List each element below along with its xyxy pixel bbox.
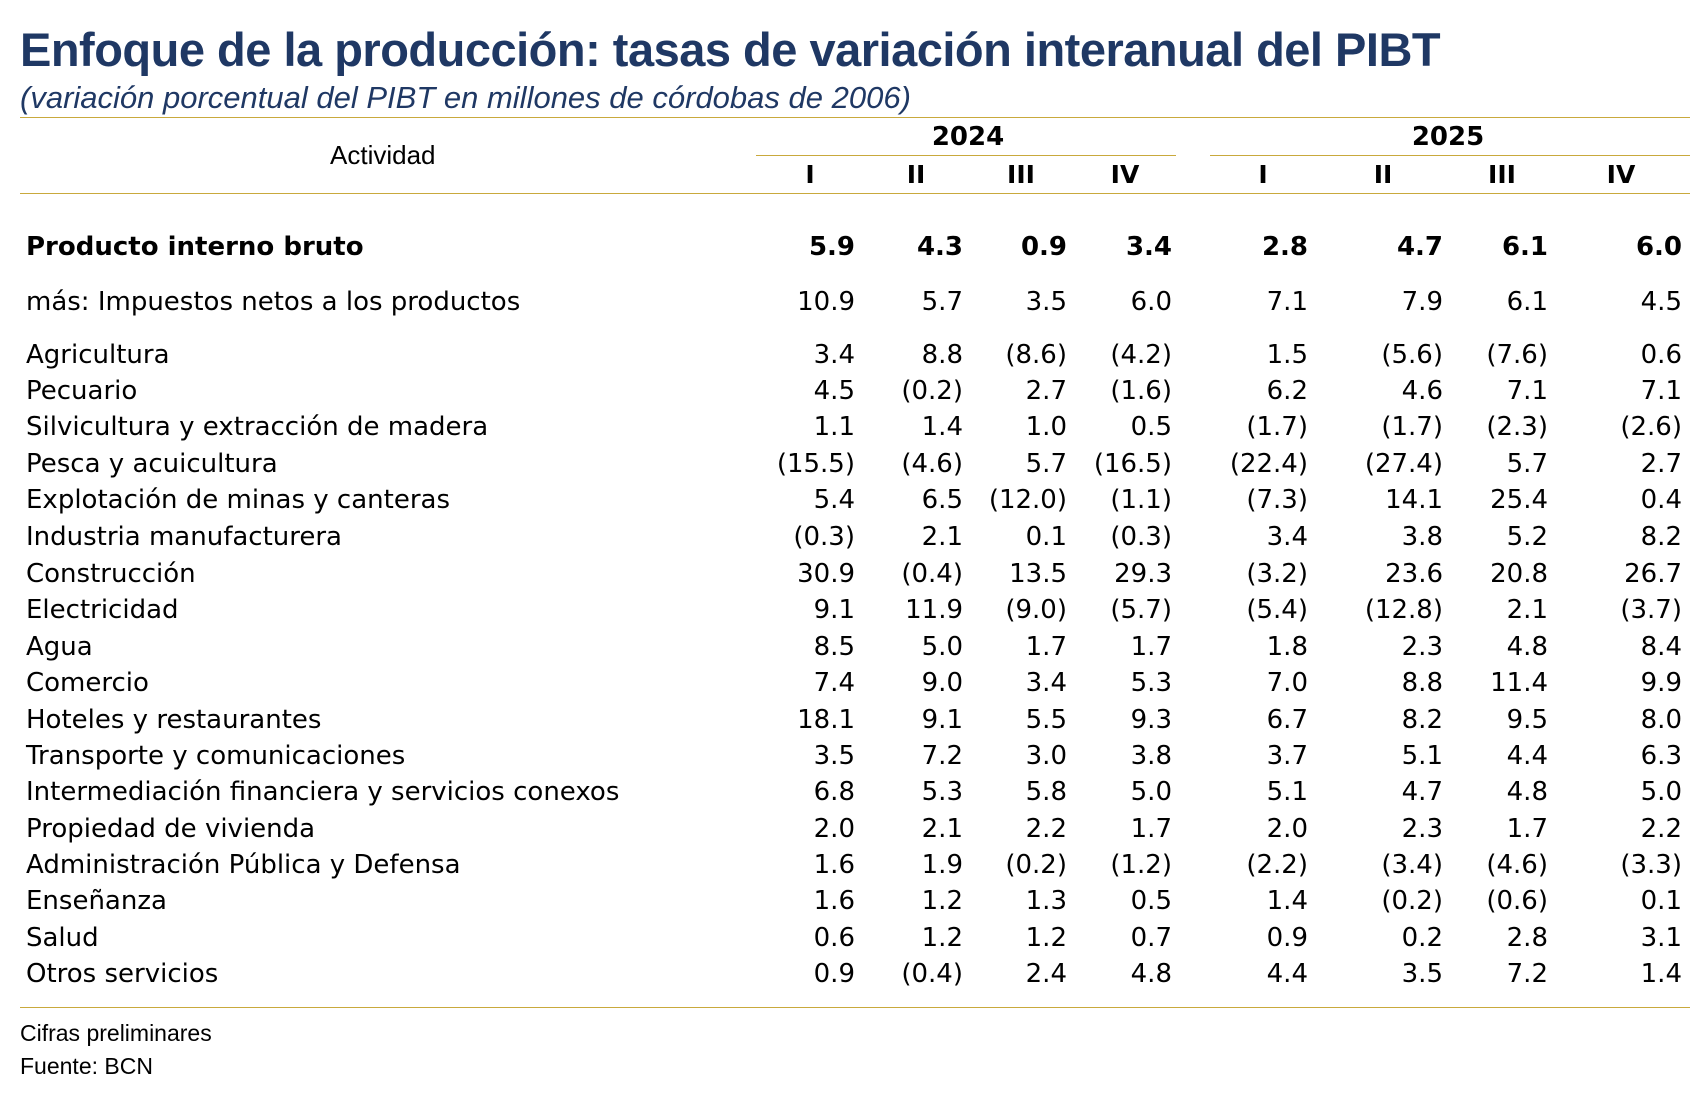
cell-value: 3.5 — [813, 741, 855, 771]
row-label: Pecuario — [26, 376, 138, 406]
cell-value: 1.6 — [813, 850, 855, 880]
header-quarter-2025-iv: IV — [1606, 160, 1636, 189]
cell-value: 29.3 — [1114, 559, 1172, 589]
table-row — [0, 559, 1704, 593]
cell-value: (0.6) — [1486, 886, 1548, 916]
cell-value: 3.5 — [1401, 959, 1443, 989]
cell-value: 2.7 — [1640, 449, 1682, 479]
row-label: Pesca y acuicultura — [26, 449, 278, 479]
row-label: Otros servicios — [26, 959, 219, 989]
cell-value: (3.2) — [1246, 559, 1308, 589]
cell-value: 6.7 — [1266, 705, 1308, 735]
table-row — [0, 287, 1704, 321]
cell-value: 0.6 — [1640, 340, 1682, 370]
cell-value: 5.7 — [1506, 449, 1548, 479]
cell-value: 4.8 — [1130, 959, 1172, 989]
cell-value: 9.1 — [921, 705, 963, 735]
cell-value: 0.9 — [813, 959, 855, 989]
cell-value: 14.1 — [1385, 485, 1443, 515]
cell-value: 0.1 — [1640, 886, 1682, 916]
cell-value: 2.2 — [1640, 814, 1682, 844]
row-label: Hoteles y restaurantes — [26, 705, 322, 735]
table-row — [0, 886, 1704, 920]
row-label: Intermediación financiera y servicios conexos — [26, 777, 620, 807]
cell-value: 0.9 — [1020, 232, 1067, 262]
cell-value: 9.3 — [1130, 705, 1172, 735]
cell-value: 1.3 — [1025, 886, 1067, 916]
cell-value: (0.4) — [901, 959, 963, 989]
cell-value: 5.5 — [1025, 705, 1067, 735]
page-title: Enfoque de la producción: tasas de variación interanual del PIBT — [20, 23, 1441, 76]
row-label: Salud — [26, 923, 99, 953]
cell-value: 1.7 — [1506, 814, 1548, 844]
cell-value: (2.3) — [1486, 412, 1548, 442]
cell-value: 2.4 — [1025, 959, 1067, 989]
cell-value: 7.1 — [1640, 376, 1682, 406]
cell-value: 2.3 — [1401, 632, 1443, 662]
cell-value: 1.8 — [1266, 632, 1308, 662]
table-row — [0, 777, 1704, 811]
cell-value: (1.7) — [1246, 412, 1308, 442]
cell-value: 6.3 — [1640, 741, 1682, 771]
cell-value: (3.3) — [1620, 850, 1682, 880]
header-year-2024: 2024 — [931, 122, 1005, 152]
cell-value: 1.7 — [1025, 632, 1067, 662]
cell-value: (27.4) — [1364, 449, 1443, 479]
table-row — [0, 741, 1704, 775]
cell-value: (0.3) — [793, 522, 855, 552]
cell-value: 1.2 — [1025, 923, 1067, 953]
cell-value: 8.2 — [1401, 705, 1443, 735]
cell-value: (1.7) — [1381, 412, 1443, 442]
header-actividad: Actividad — [330, 140, 436, 170]
cell-value: 6.1 — [1506, 287, 1548, 317]
cell-value: 9.5 — [1506, 705, 1548, 735]
cell-value: 1.7 — [1130, 814, 1172, 844]
table-row — [0, 449, 1704, 483]
cell-value: 4.4 — [1266, 959, 1308, 989]
cell-value: (7.6) — [1486, 340, 1548, 370]
table-row — [0, 522, 1704, 556]
cell-value: 8.8 — [1401, 668, 1443, 698]
cell-value: (3.4) — [1381, 850, 1443, 880]
cell-value: 4.8 — [1506, 632, 1548, 662]
header-bottom-rule — [20, 193, 1690, 194]
row-label: Agua — [26, 632, 93, 662]
cell-value: 6.0 — [1130, 287, 1172, 317]
cell-value: 1.4 — [1640, 959, 1682, 989]
cell-value: (15.5) — [776, 449, 855, 479]
cell-value: 6.8 — [813, 777, 855, 807]
cell-value: 7.1 — [1266, 287, 1308, 317]
cell-value: 3.4 — [813, 340, 855, 370]
note-preliminary: Cifras preliminares — [20, 1020, 212, 1046]
cell-value: 2.1 — [921, 522, 963, 552]
cell-value: 7.9 — [1401, 287, 1443, 317]
cell-value: 7.2 — [1506, 959, 1548, 989]
table-row — [0, 340, 1704, 374]
top-rule — [20, 117, 1690, 118]
row-label: Producto interno bruto — [26, 232, 364, 262]
cell-value: 1.4 — [921, 412, 963, 442]
cell-value: 7.0 — [1266, 668, 1308, 698]
cell-value: (12.8) — [1364, 595, 1443, 625]
cell-value: 6.2 — [1266, 376, 1308, 406]
row-label: más: Impuestos netos a los productos — [26, 287, 521, 317]
cell-value: 6.1 — [1501, 232, 1548, 262]
row-label: Industria manufacturera — [26, 522, 342, 552]
cell-value: 7.4 — [813, 668, 855, 698]
cell-value: 10.9 — [797, 287, 855, 317]
cell-value: 11.4 — [1490, 668, 1548, 698]
cell-value: 5.7 — [921, 287, 963, 317]
cell-value: 4.7 — [1401, 777, 1443, 807]
table-row — [0, 668, 1704, 702]
cell-value: 7.1 — [1506, 376, 1548, 406]
cell-value: 4.7 — [1396, 232, 1443, 262]
header-quarter-2025-i: I — [1258, 160, 1268, 189]
cell-value: 3.0 — [1025, 741, 1067, 771]
cell-value: 1.5 — [1266, 340, 1308, 370]
header-quarter-2025-ii: II — [1373, 160, 1393, 189]
row-label: Agricultura — [26, 340, 170, 370]
cell-value: 5.3 — [921, 777, 963, 807]
cell-value: 5.0 — [1640, 777, 1682, 807]
cell-value: (5.4) — [1246, 595, 1308, 625]
row-label: Electricidad — [26, 595, 179, 625]
cell-value: 5.0 — [921, 632, 963, 662]
cell-value: 0.9 — [1266, 923, 1308, 953]
cell-value: 1.2 — [921, 923, 963, 953]
cell-value: 1.2 — [921, 886, 963, 916]
cell-value: 5.7 — [1025, 449, 1067, 479]
cell-value: 13.5 — [1009, 559, 1067, 589]
note-source: Fuente: BCN — [20, 1053, 153, 1079]
cell-value: (1.1) — [1110, 485, 1172, 515]
cell-value: 1.6 — [813, 886, 855, 916]
cell-value: 0.5 — [1130, 412, 1172, 442]
table-row — [0, 376, 1704, 410]
cell-value: 4.5 — [1640, 287, 1682, 317]
cell-value: 25.4 — [1490, 485, 1548, 515]
table-row — [0, 485, 1704, 519]
cell-value: (0.4) — [901, 559, 963, 589]
cell-value: 1.4 — [1266, 886, 1308, 916]
cell-value: 8.8 — [921, 340, 963, 370]
header-quarter-2024-iii: III — [1007, 160, 1035, 189]
cell-value: (8.6) — [1005, 340, 1067, 370]
row-label: Enseñanza — [26, 886, 167, 916]
cell-value: (22.4) — [1229, 449, 1308, 479]
cell-value: (16.5) — [1093, 449, 1172, 479]
cell-value: 0.4 — [1640, 485, 1682, 515]
header-quarter-2024-ii: II — [906, 160, 926, 189]
cell-value: 6.5 — [921, 485, 963, 515]
cell-value: 2.8 — [1506, 923, 1548, 953]
cell-value: 1.7 — [1130, 632, 1172, 662]
cell-value: 0.2 — [1401, 923, 1443, 953]
cell-value: (0.3) — [1110, 522, 1172, 552]
cell-value: 8.5 — [813, 632, 855, 662]
cell-value: 1.0 — [1025, 412, 1067, 442]
cell-value: 3.7 — [1266, 741, 1308, 771]
year-2024-rule — [756, 155, 1176, 156]
cell-value: 2.8 — [1261, 232, 1308, 262]
cell-value: (7.3) — [1246, 485, 1308, 515]
row-label: Explotación de minas y canteras — [26, 485, 450, 515]
cell-value: (12.0) — [988, 485, 1067, 515]
cell-value: 5.8 — [1025, 777, 1067, 807]
cell-value: 26.7 — [1624, 559, 1682, 589]
cell-value: (5.6) — [1381, 340, 1443, 370]
cell-value: 8.4 — [1640, 632, 1682, 662]
cell-value: 11.9 — [905, 595, 963, 625]
cell-value: 3.4 — [1025, 668, 1067, 698]
header-quarter-2025-iii: III — [1488, 160, 1516, 189]
table-row — [0, 705, 1704, 739]
cell-value: 1.1 — [813, 412, 855, 442]
row-label: Construcción — [26, 559, 196, 589]
cell-value: 0.1 — [1025, 522, 1067, 552]
cell-value: (1.6) — [1110, 376, 1172, 406]
cell-value: (5.7) — [1110, 595, 1172, 625]
cell-value: 8.0 — [1640, 705, 1682, 735]
cell-value: (3.7) — [1620, 595, 1682, 625]
cell-value: 2.7 — [1025, 376, 1067, 406]
cell-value: 4.3 — [916, 232, 963, 262]
table-row — [0, 412, 1704, 446]
cell-value: 2.1 — [1506, 595, 1548, 625]
row-label: Propiedad de vivienda — [26, 814, 316, 844]
table-row — [0, 850, 1704, 884]
table-row — [0, 595, 1704, 629]
cell-value: 4.8 — [1506, 777, 1548, 807]
cell-value: 23.6 — [1385, 559, 1443, 589]
cell-value: (4.2) — [1110, 340, 1172, 370]
row-label: Administración Pública y Defensa — [26, 850, 461, 880]
cell-value: (1.2) — [1110, 850, 1172, 880]
row-label: Silvicultura y extracción de madera — [26, 412, 489, 442]
cell-value: 0.7 — [1130, 923, 1172, 953]
cell-value: 20.8 — [1490, 559, 1548, 589]
cell-value: 7.2 — [921, 741, 963, 771]
header-quarter-2024-iv: IV — [1110, 160, 1140, 189]
cell-value: (0.2) — [1381, 886, 1443, 916]
cell-value: (2.2) — [1246, 850, 1308, 880]
row-label: Comercio — [26, 668, 149, 698]
cell-value: 5.1 — [1266, 777, 1308, 807]
cell-value: 1.9 — [921, 850, 963, 880]
cell-value: 2.0 — [813, 814, 855, 844]
cell-value: 4.6 — [1401, 376, 1443, 406]
cell-value: 30.9 — [797, 559, 855, 589]
table-row — [0, 959, 1704, 993]
cell-value: 2.3 — [1401, 814, 1443, 844]
cell-value: 3.1 — [1640, 923, 1682, 953]
row-label: Transporte y comunicaciones — [26, 741, 406, 771]
cell-value: 0.5 — [1130, 886, 1172, 916]
cell-value: 3.5 — [1025, 287, 1067, 317]
table-row — [0, 632, 1704, 666]
table-row — [0, 923, 1704, 957]
cell-value: (2.6) — [1620, 412, 1682, 442]
cell-value: 6.0 — [1635, 232, 1682, 262]
cell-value: 2.1 — [921, 814, 963, 844]
cell-value: 4.4 — [1506, 741, 1548, 771]
header-year-2025: 2025 — [1411, 122, 1485, 152]
cell-value: 5.3 — [1130, 668, 1172, 698]
cell-value: (9.0) — [1005, 595, 1067, 625]
cell-value: 3.8 — [1401, 522, 1443, 552]
cell-value: 18.1 — [797, 705, 855, 735]
cell-value: 5.2 — [1506, 522, 1548, 552]
table-bottom-rule — [20, 1007, 1690, 1008]
year-2025-rule — [1210, 155, 1690, 156]
header-quarter-2024-i: I — [805, 160, 815, 189]
cell-value: 3.4 — [1266, 522, 1308, 552]
table-row — [0, 232, 1704, 266]
cell-value: (4.6) — [1486, 850, 1548, 880]
cell-value: 9.0 — [921, 668, 963, 698]
cell-value: 0.6 — [813, 923, 855, 953]
cell-value: 9.1 — [813, 595, 855, 625]
page-subtitle: (variación porcentual del PIBT en millones de córdobas de 2006) — [20, 80, 911, 115]
cell-value: (0.2) — [1005, 850, 1067, 880]
cell-value: 3.4 — [1125, 232, 1172, 262]
cell-value: 4.5 — [813, 376, 855, 406]
cell-value: (4.6) — [901, 449, 963, 479]
cell-value: 5.9 — [808, 232, 855, 262]
cell-value: 9.9 — [1640, 668, 1682, 698]
cell-value: 8.2 — [1640, 522, 1682, 552]
cell-value: 2.2 — [1025, 814, 1067, 844]
cell-value: 5.0 — [1130, 777, 1172, 807]
cell-value: 2.0 — [1266, 814, 1308, 844]
table-row — [0, 814, 1704, 848]
cell-value: (0.2) — [901, 376, 963, 406]
cell-value: 5.4 — [813, 485, 855, 515]
cell-value: 5.1 — [1401, 741, 1443, 771]
cell-value: 3.8 — [1130, 741, 1172, 771]
